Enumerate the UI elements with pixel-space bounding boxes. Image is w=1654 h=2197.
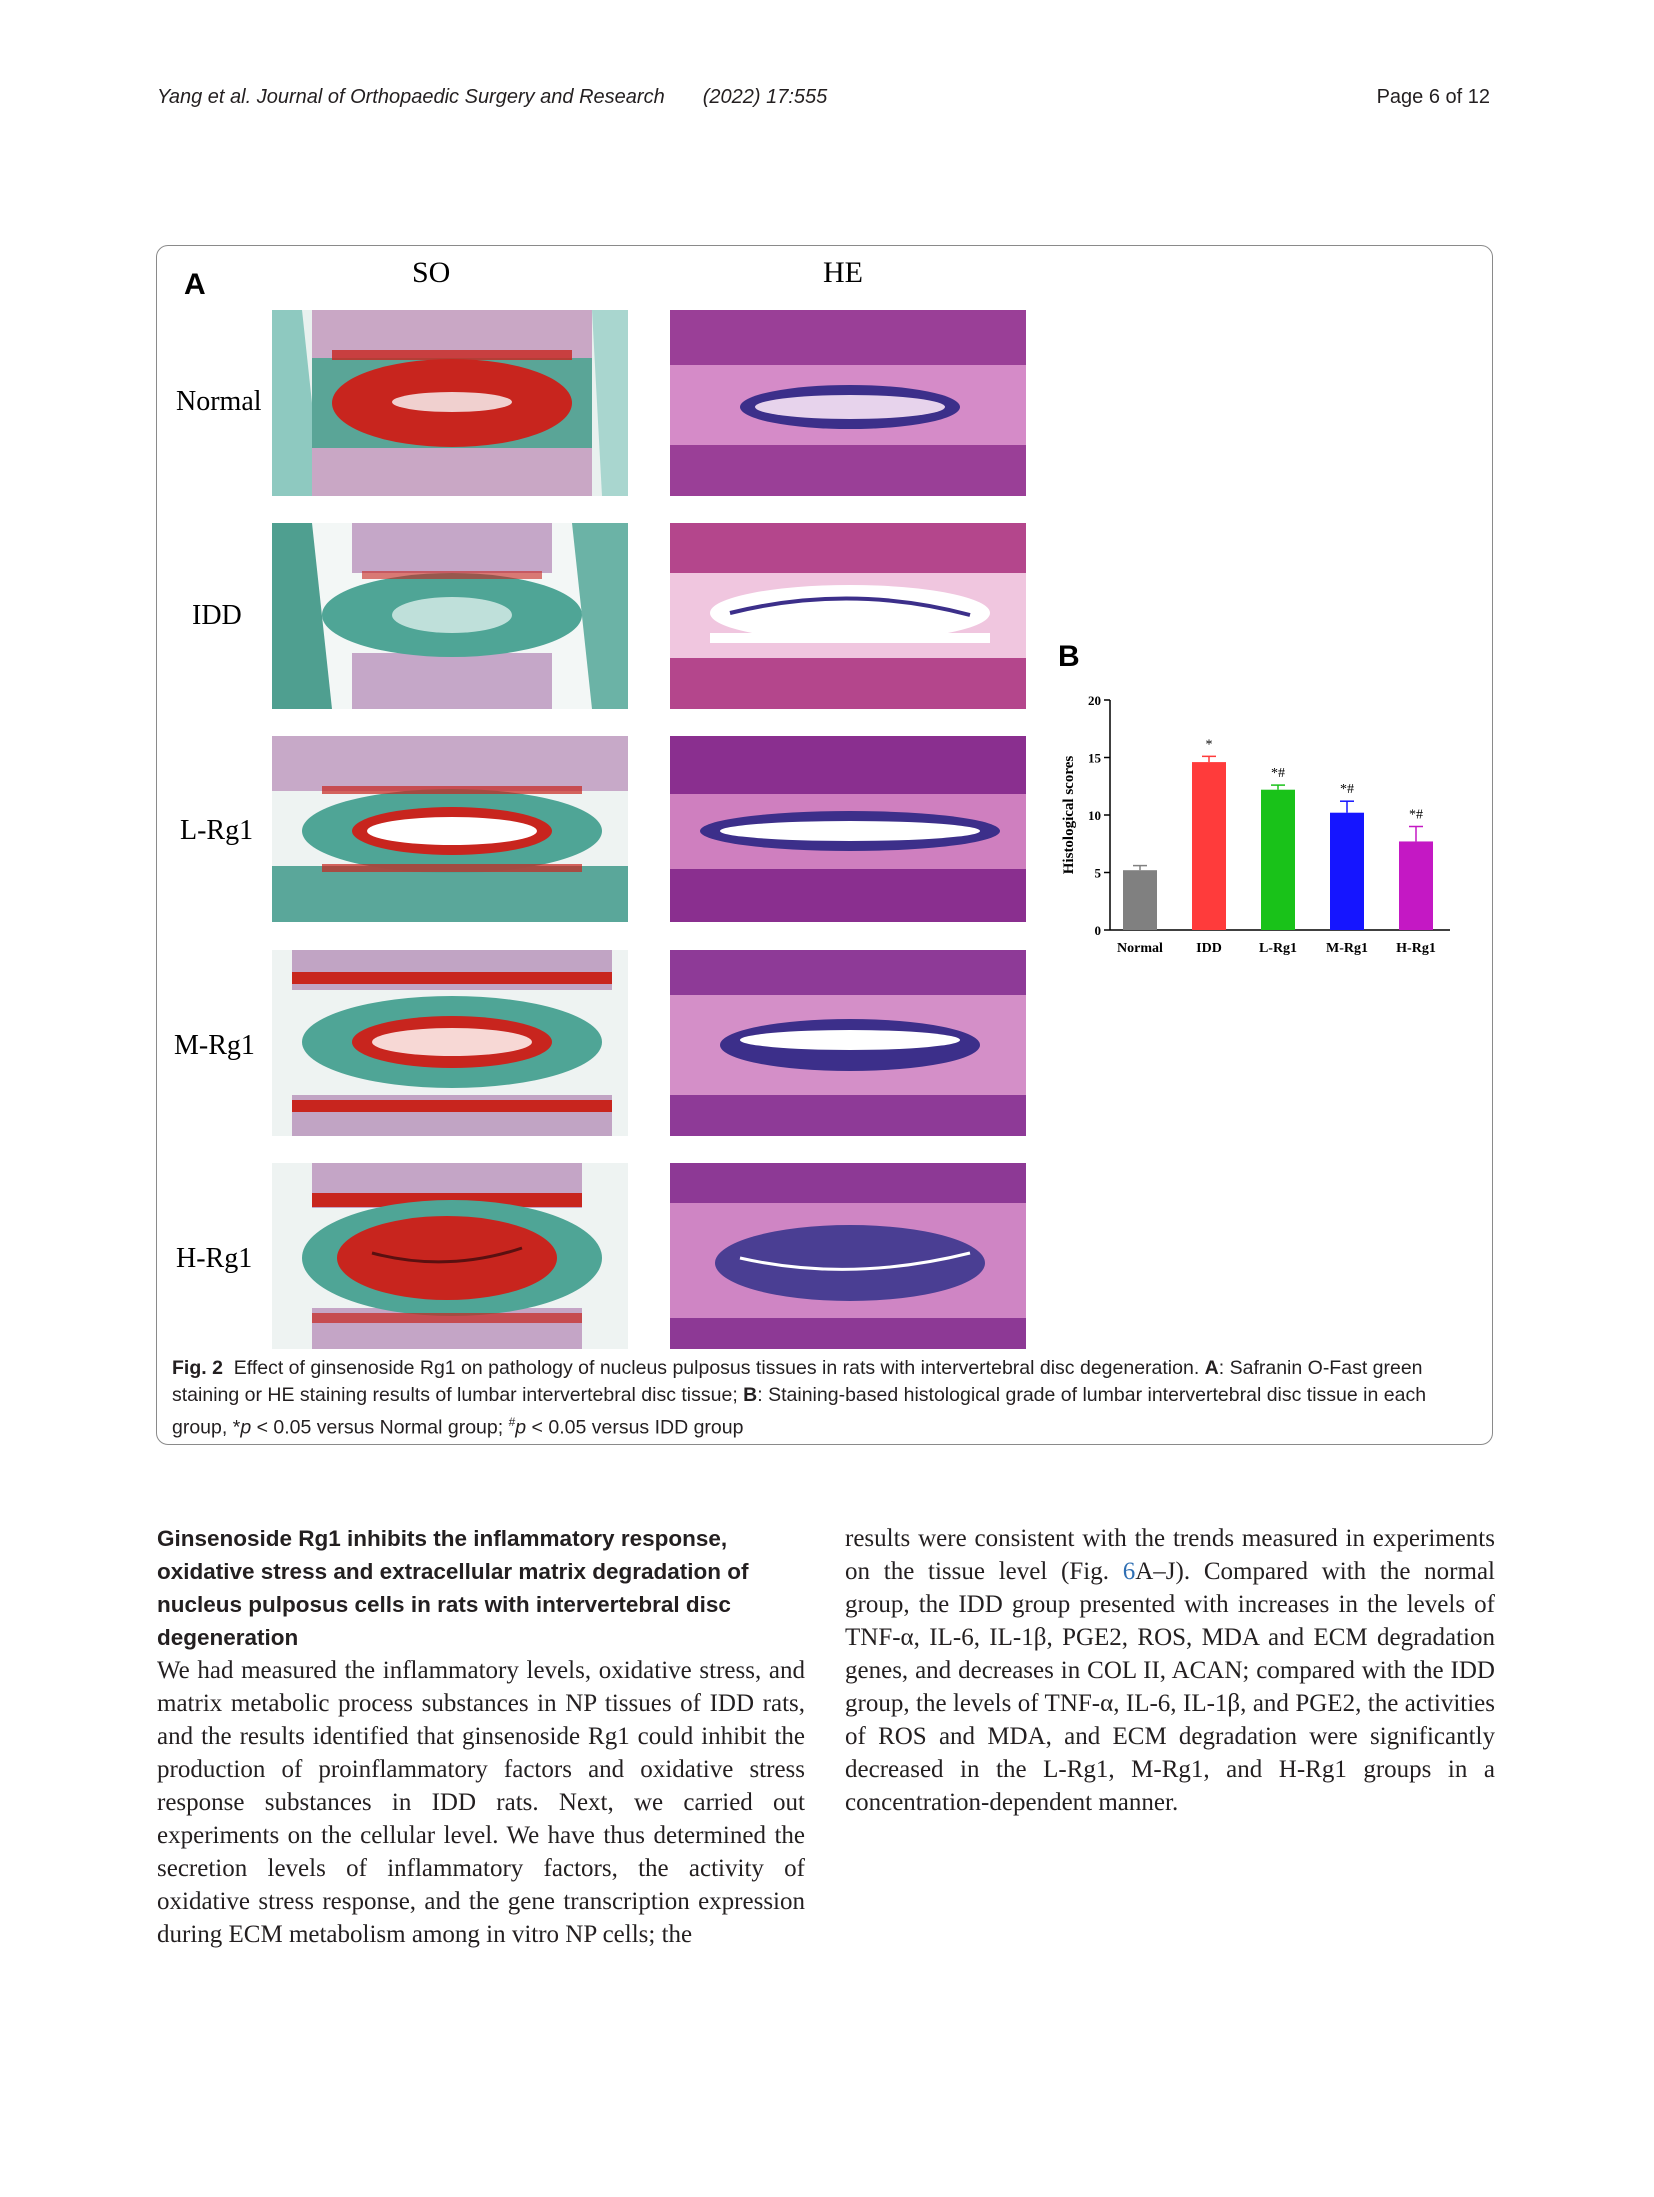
row-label-h-rg1: H-Rg1 [176,1243,253,1274]
x-tick-label: L-Rg1 [1258,941,1298,956]
column-header-so: SO [412,256,451,289]
row-label-idd: IDD [192,600,242,631]
he-image-normal [670,310,1026,496]
page-number: Page 6 of 12 [1376,86,1490,108]
caption-p-text-2: < 0.05 versus IDD group [526,1416,744,1439]
figure-label: Fig. 2 [172,1357,223,1379]
bar-m-rg1 [1330,813,1364,930]
bar-l-rg1 [1261,790,1295,930]
so-image-normal [272,310,628,496]
body-text-column-2 [845,1522,1495,1819]
y-tick-label: 10 [1088,808,1101,823]
y-axis-label: Histological scores [1061,755,1077,875]
body-text-col2-end: A–J). Compared with the normal group, the IDD group presented with increases in the levels of TNF-α, IL-6, IL-1β, PGE2, ROS, MDA and ECM degradation genes, and decreases in COL II, ACAN; compared with the IDD group, the levels of TNF-α, IL-6, IL-1β, and PGE2, the activities of ROS and MDA, and ECM degradation were significantly decreased in the L-Rg1, M-Rg1, and H-Rg1 groups in a concentration-dependent manner. [845,1558,1495,1816]
x-tick-label: M-Rg1 [1326,941,1368,956]
panel-a-letter: A [184,268,206,301]
so-image-h-rg1 [272,1163,628,1349]
caption-p-2: p [515,1416,527,1439]
caption-p-text-1: < 0.05 versus Normal group; [251,1416,509,1439]
caption-ref-b: B [743,1384,758,1406]
so-image-m-rg1 [272,950,628,1136]
histological-score-chart [1050,680,1450,1000]
row-label-l-rg1: L-Rg1 [180,815,254,846]
row-label-normal: Normal [176,386,262,417]
significance-label: * [1205,737,1213,753]
column-header-he: HE [823,256,863,289]
he-image-h-rg1 [670,1163,1026,1349]
caption-hash: # [508,1415,516,1429]
x-tick-label: IDD [1196,941,1222,956]
caption-a-text: : Safranin O-Fast green staining or HE staining results of lumbar intervertebral disc tissue; [172,1357,1423,1406]
row-label-m-rg1: M-Rg1 [174,1030,255,1061]
bar-normal [1123,870,1157,930]
caption-b-text: : Staining-based histological grade of lumbar intervertebral disc tissue in each group, * [172,1384,1427,1439]
y-tick-label: 20 [1088,693,1101,708]
significance-label: *# [1271,766,1285,782]
running-header [157,86,827,109]
body-text-col2-start: results were consistent with the trends measured in experiments on the tissue level (Fig. [845,1525,1495,1585]
caption-ref-a: A [1204,1357,1219,1379]
figure-caption [172,1355,1472,1442]
significance-label: *# [1340,782,1354,798]
so-image-l-rg1 [272,736,628,922]
bar-idd [1192,762,1226,930]
volume-info: (2022) 17:555 [702,86,828,108]
body-text-column-1: We had measured the inflammatory levels, oxidative stress, and matrix metabolic process substances in NP tissues of IDD rats, and the results identified that ginsenoside Rg1 could inhibit the production of proinflammatory factors and oxidative stress response substances in IDD rats. Next, we carried out experiments on the cellular level. We have thus determined the secretion levels of inflammatory factors, the activity of oxidative stress response, and the gene transcription expression during ECM metabolism among in vitro NP cells; the [157,1657,805,1948]
caption-intro: Effect of ginsenoside Rg1 on pathology of nucleus pulposus tissues in rats with intervertebral disc degeneration. [233,1357,1200,1379]
he-image-l-rg1 [670,736,1026,922]
figure-6-link[interactable]: 6 [1122,1558,1136,1585]
caption-p-1: p [240,1416,252,1439]
he-image-idd [670,523,1026,709]
bar-h-rg1 [1399,841,1433,930]
x-tick-label: H-Rg1 [1396,941,1436,956]
x-tick-label: Normal [1117,941,1163,956]
so-image-idd [272,523,628,709]
journal-citation: Yang et al. Journal of Orthopaedic Surgery and Research [157,86,665,108]
y-tick-label: 0 [1094,923,1101,938]
y-tick-label: 5 [1094,865,1101,881]
he-image-m-rg1 [670,950,1026,1136]
panel-b-letter: B [1058,640,1080,673]
y-tick-label: 15 [1088,750,1101,766]
significance-label: *# [1409,807,1423,823]
section-heading: Ginsenoside Rg1 inhibits the inflammatory response, oxidative stress and extracellular matrix degradation of nucleus pulposus cells in rats with intervertebral disc degeneration [157,1526,749,1650]
